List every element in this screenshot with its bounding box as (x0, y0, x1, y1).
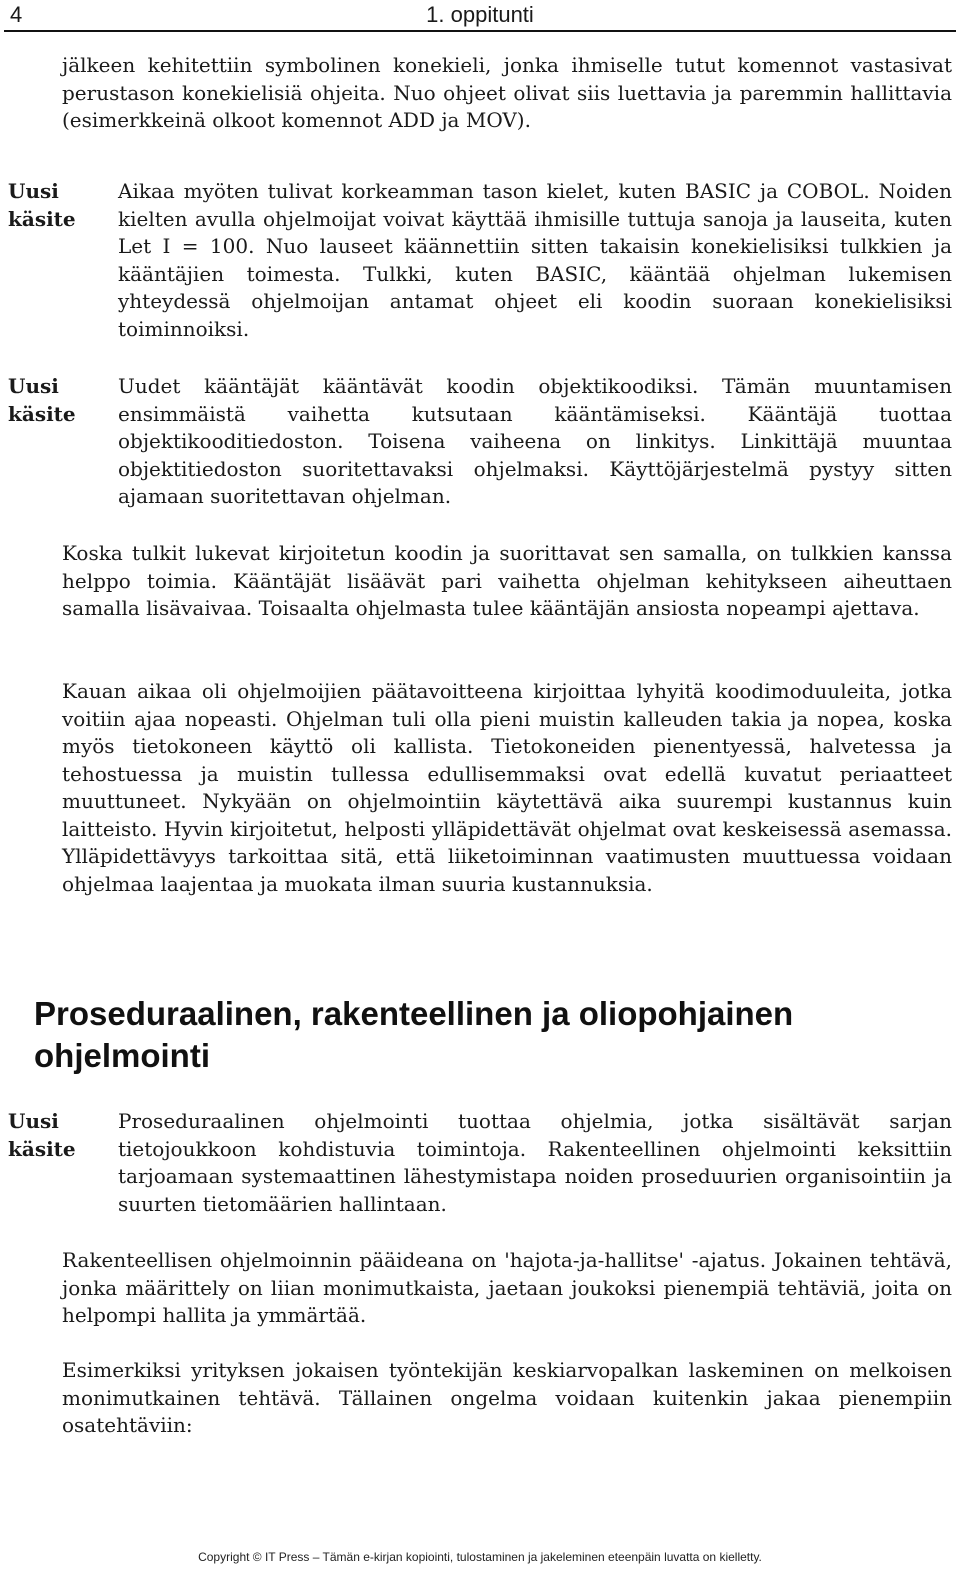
label-line-2: käsite (8, 206, 76, 231)
paragraph-example-salary: Esimerkiksi yrityksen jokaisen työntekijän keskiarvopalkan laskeminen on melkoisen monimutkainen tehtävä. Tällainen ongelma voidaan kuitenkin jakaa pienempiin osatehtäviin: (62, 1358, 952, 1437)
page-number: 4 (10, 2, 23, 27)
chapter-title: 1. oppitunti (426, 2, 534, 27)
concept-text: Uudet kääntäjät kääntävät koodin objektikoodiksi. Tämän muuntamisen ensimmäistä vaihetta kutsutaan kääntämiseksi. Kääntäjä tuottaa objektikooditiedoston. Toisena vaiheena on linkitys. Linkittäjä muuntaa objektitiedoston suoritettavaksi ohjelmaksi. Käyttöjärjestelmä pystyy sitten ajamaan suoritettavan ohjelman. (118, 374, 952, 508)
concept-text: Aikaa myöten tulivat korkeamman tason kielet, kuten BASIC ja COBOL. Noiden kielten avulla ohjelmoijat voivat käyttää ihmisille tuttuja sanoja ja lauseita, kuten Let I = 100. Nuo lauseet käännettiin sitten takaisin konekielisiksi tulkkien ja kääntäjien toimesta. Tulkki, kuten BASIC, kääntää ohjelman lukemisen yhteydessä ohjelmoijan antamat ohjeet eli koodin suoraan konekielisiksi toiminnoiksi. (118, 179, 952, 341)
new-concept-label (8, 178, 98, 233)
copyright-footer: Copyright © IT Press – Tämän e-kirjan kopiointi, tulostaminen ja jakeleminen eteenpäin luvatta on kielletty. (198, 1550, 762, 1564)
label-line-1: Uusi (8, 374, 59, 398)
paragraph-interpreters: Koska tulkit lukevat kirjoitetun koodin ja suorittavat sen samalla, on tulkkien kanssa helppo toimia. Kääntäjät lisäävät pari vaihetta ohjelman kehitykseen aiheuttaen samalla lisävaivaa. Toisaalta ohjelmasta tulee kääntäjän ansiosta nopeampi ajettava. (62, 541, 952, 620)
page-header (4, 0, 956, 32)
label-line-2: käsite (8, 401, 76, 426)
label-line-1: Uusi (8, 179, 59, 203)
label-line-2: käsite (8, 1136, 76, 1161)
section-heading: Proseduraalinen, rakenteellinen ja oliopohjainen ohjelmointi (34, 995, 794, 1074)
label-line-1: Uusi (8, 1109, 59, 1133)
concept-text: Proseduraalinen ohjelmointi tuottaa ohjelmia, jotka sisältävät sarjan tietojoukkoon kohdistuvia toimintoja. Rakenteellinen ohjelmointi keksittiin tarjoamaan systemaattinen lähestymistapa noiden proseduurien organisointiin ja suurten tietomäärien hallintaan. (118, 1109, 952, 1216)
new-concept-label (8, 1108, 98, 1163)
paragraph-divide-and-conquer: Rakenteellisen ohjelmoinnin pääideana on 'hajota-ja-hallitse' -ajatus. Jokainen tehtävä, jonka määrittely on liian monimutkaista, jaetaan joukoksi pienempiä tehtäviä, joita on helpompi hallita ja ymmärtää. (62, 1248, 952, 1327)
paragraph-symbolic-language: jälkeen kehitettiin symbolinen konekieli, jonka ihmiselle tutut komennot vastasivat perustason konekielisiä ohjeita. Nuo ohjeet olivat siis luettavia ja paremmin hallittavia (esimerkkeinä olkoot komennot ADD ja MOV). (62, 53, 952, 132)
new-concept-label (8, 373, 98, 428)
paragraph-program-goals: Kauan aikaa oli ohjelmoijien päätavoitteena kirjoittaa lyhyitä koodimoduuleita, jotka voitiin ajaa nopeasti. Ohjelman tuli olla pieni muistin kalleuden takia ja nopea, koska myös tietokoneen käyttö oli kallista. Tietokoneiden pienentyessä, halvetessa ja tehostuessa ja muistin tullessa edullisemmaksi ovat edellä kuvatut periaatteet muuttuneet. Nykyään on ohjelmointiin käytettävä aika suurempi kustannus kuin laitteisto. Hyvin kirjoitetut, helposti ylläpidettävät ohjelmat ovat keskeisessä asemassa. Ylläpidettävyys tarkoittaa sitä, että liiketoiminnan vaatimusten muuttuessa voidaan ohjelmaa laajentaa ja muokata ilman suuria kustannuksia. (62, 679, 952, 896)
